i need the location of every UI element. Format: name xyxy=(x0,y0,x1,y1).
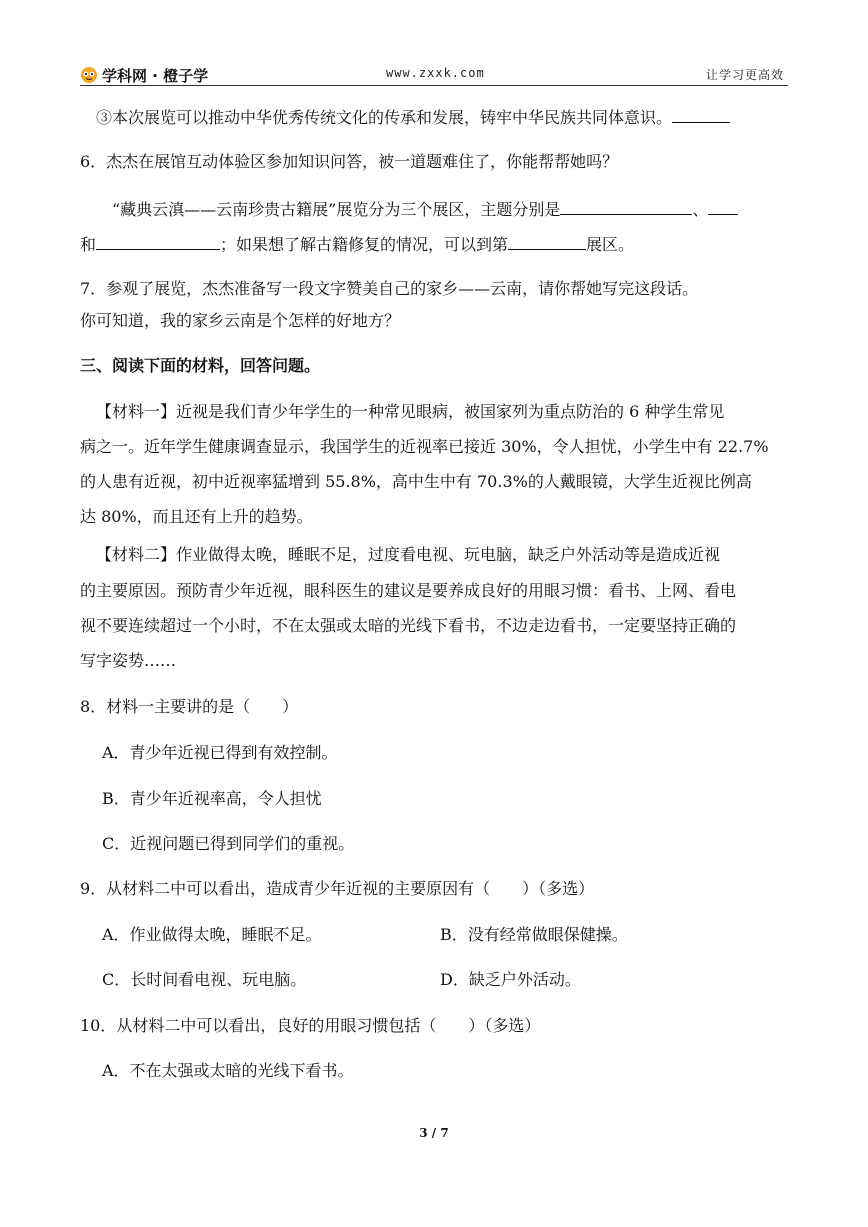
q10-stem: 10．从材料二中可以看出，良好的用眼习惯包括（ ）（多选） xyxy=(80,1016,541,1035)
material2-line: 的主要原因。预防青少年近视，眼科医生的建议是要养成良好的用眼习惯：看书、上网、看电 xyxy=(80,581,737,600)
q8-option-b[interactable]: B．青少年近视率高，令人担忧 xyxy=(102,789,322,808)
q9-option-d[interactable]: D．缺乏户外活动。 xyxy=(440,970,581,989)
logo-text: 学科网 · 橙子学 xyxy=(102,66,209,85)
q6-line2-end: 展区。 xyxy=(586,235,635,254)
q9-stem: 9．从材料二中可以看出，造成青少年近视的主要原因有（ ）（多选） xyxy=(80,879,595,898)
header-slogan: 让学习更高效 xyxy=(706,68,785,82)
material2-line: 写字姿势…… xyxy=(80,651,177,670)
material1-line: 【材料一】近视是我们青少年学生的一种常见眼病，被国家列为重点防治的 6 种学生常见 xyxy=(96,402,725,421)
q8-stem: 8．材料一主要讲的是（ ） xyxy=(80,697,299,716)
q9-option-b[interactable]: B．没有经常做眼保健操。 xyxy=(440,925,628,944)
q6-line2 xyxy=(80,233,634,255)
q6-line1 xyxy=(112,198,738,220)
answer-blank[interactable] xyxy=(508,233,586,250)
q5-item3 xyxy=(96,106,730,128)
header-url[interactable]: www.zxxk.com xyxy=(386,66,485,80)
q9-option-c[interactable]: C．长时间看电视、玩电脑。 xyxy=(102,970,307,989)
q6-line2-mid: ；如果想了解古籍修复的情况，可以到第 xyxy=(220,235,509,254)
answer-blank[interactable] xyxy=(96,233,220,250)
q6-line1-sep: 、 xyxy=(692,200,709,219)
logo-icon xyxy=(80,66,98,84)
q6-stem: 6．杰杰在展馆互动体验区参加知识问答，被一道题难住了，你能帮帮她吗？ xyxy=(80,152,619,171)
header-divider xyxy=(80,85,788,86)
q6-line1-text: “藏典云滇——云南珍贵古籍展”展览分为三个展区，主题分别是 xyxy=(112,200,561,219)
material2-line: 【材料二】作业做得太晚，睡眠不足，过度看电视、玩电脑，缺乏户外活动等是造成近视 xyxy=(96,545,721,564)
material1-line: 病之一。近年学生健康调查显示，我国学生的近视率已接近 30%，令人担忧，小学生中有 22.7% xyxy=(80,437,769,456)
q9-option-a[interactable]: A．作业做得太晚，睡眠不足。 xyxy=(102,925,322,944)
material1-line: 达 80%，而且还有上升的趋势。 xyxy=(80,507,313,526)
q7-prompt: 你可知道，我的家乡云南是个怎样的好地方？ xyxy=(80,311,401,330)
answer-blank[interactable] xyxy=(560,198,692,215)
material2-line: 视不要连续超过一个小时，不在太强或太暗的光线下看书，不边走边看书，一定要坚持正确的 xyxy=(80,616,737,635)
q7-stem: 7．参观了展览，杰杰准备写一段文字赞美自己的家乡——云南，请你帮她写完这段话。 xyxy=(80,279,699,298)
material1-line: 的人患有近视，初中近视率猛增到 55.8%，高中生中有 70.3%的人戴眼镜，大学生近视比例高 xyxy=(80,472,752,491)
answer-blank[interactable] xyxy=(708,198,738,215)
header-logo xyxy=(80,64,208,86)
q5-item3-text: ③本次展览可以推动中华优秀传统文化的传承和发展，铸牢中华民族共同体意识。 xyxy=(96,108,673,127)
section3-title: 三、阅读下面的材料，回答问题。 xyxy=(80,356,321,375)
q6-line2-start: 和 xyxy=(80,235,97,254)
q8-option-a[interactable]: A．青少年近视已得到有效控制。 xyxy=(102,743,338,762)
q10-option-a[interactable]: A．不在太强或太暗的光线下看书。 xyxy=(102,1061,354,1080)
q8-option-c[interactable]: C．近视问题已得到同学们的重视。 xyxy=(102,834,355,853)
answer-blank[interactable] xyxy=(672,106,730,123)
page-number: 3 / 7 xyxy=(419,1126,449,1140)
